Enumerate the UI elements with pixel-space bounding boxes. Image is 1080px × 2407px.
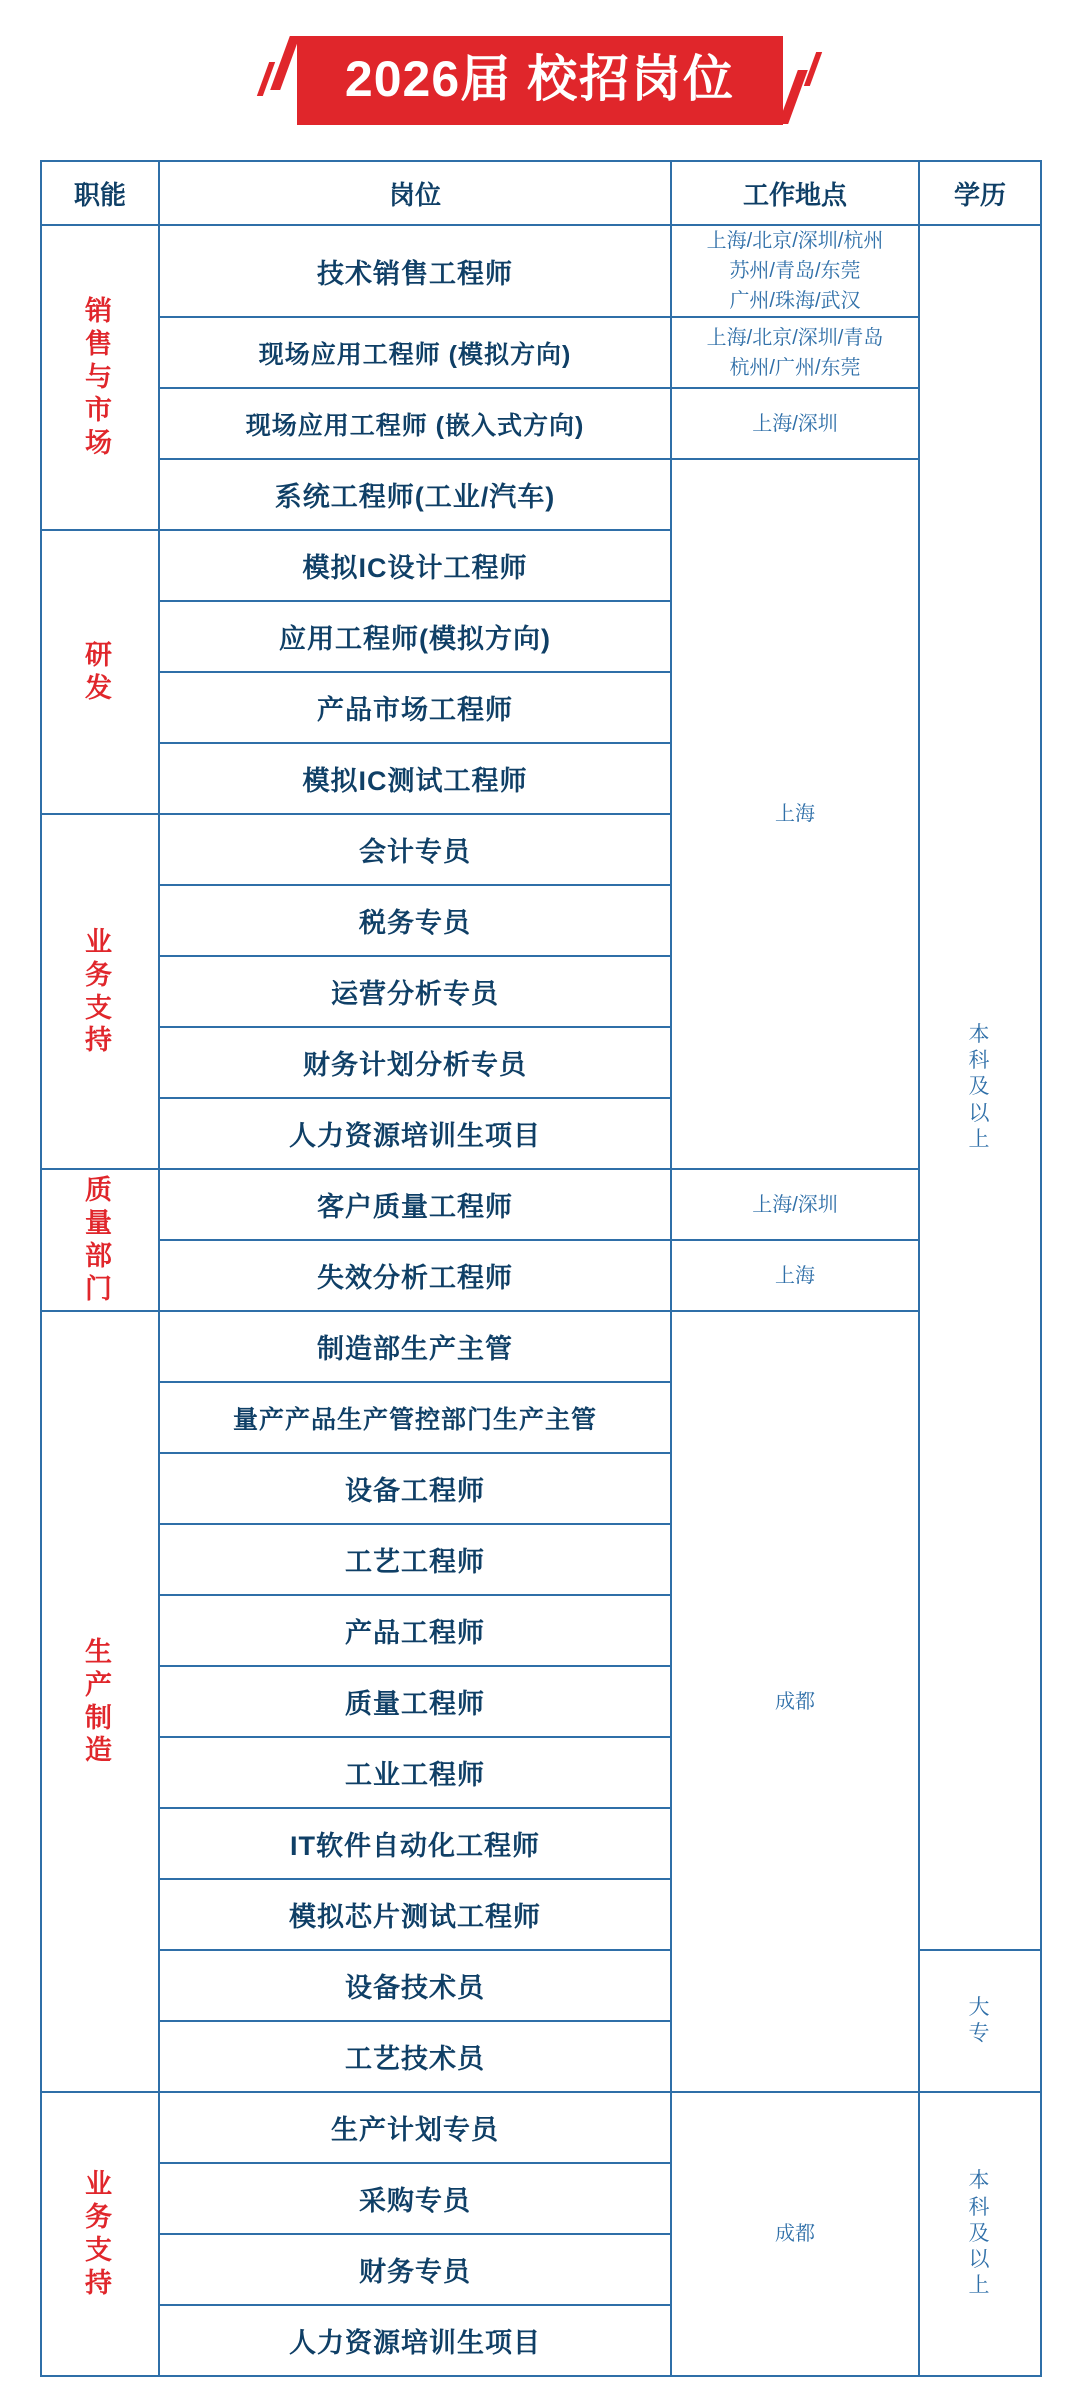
job-cell: 财务计划分析专员 xyxy=(159,1027,671,1098)
table-header-row xyxy=(41,161,1041,225)
function-cell-business-support: 业务支持 xyxy=(41,814,159,1169)
job-cell: 产品市场工程师 xyxy=(159,672,671,743)
table-row xyxy=(41,225,1041,317)
job-cell: 采购专员 xyxy=(159,2163,671,2234)
job-cell: IT软件自动化工程师 xyxy=(159,1808,671,1879)
function-cell-business-support-2: 业务支持 xyxy=(41,2092,159,2376)
table-row xyxy=(41,317,1041,388)
job-cell: 模拟芯片测试工程师 xyxy=(159,1879,671,1950)
job-cell: 客户质量工程师 xyxy=(159,1169,671,1240)
job-cell: 工艺技术员 xyxy=(159,2021,671,2092)
job-cell: 失效分析工程师 xyxy=(159,1240,671,1311)
table-row xyxy=(41,2092,1041,2163)
function-cell-manufacturing: 生产制造 xyxy=(41,1311,159,2092)
job-cell: 应用工程师(模拟方向) xyxy=(159,601,671,672)
location-cell: 上海/深圳 xyxy=(671,388,919,459)
job-cell: 财务专员 xyxy=(159,2234,671,2305)
location-cell-chengdu-merged-2: 成都 xyxy=(671,2092,919,2376)
job-cell: 运营分析专员 xyxy=(159,956,671,1027)
location-cell: 上海/北京/深圳/青岛 杭州/广州/东莞 xyxy=(671,317,919,388)
job-cell: 税务专员 xyxy=(159,885,671,956)
banner xyxy=(0,0,1080,160)
location-cell: 上海/北京/深圳/杭州 苏州/青岛/东莞 广州/珠海/武汉 xyxy=(671,225,919,317)
function-cell-rd: 研发 xyxy=(41,530,159,814)
job-cell: 模拟IC测试工程师 xyxy=(159,743,671,814)
location-cell-shanghai-merged: 上海 xyxy=(671,459,919,1169)
job-cell: 设备技术员 xyxy=(159,1950,671,2021)
education-cell-bachelor-2: 本科及以上 xyxy=(919,2092,1041,2376)
education-cell-college: 大专 xyxy=(919,1950,1041,2092)
table-row xyxy=(41,1311,1041,1382)
decoration-slash-left-small xyxy=(257,62,275,96)
job-cell: 量产产品生产管控部门生产主管 xyxy=(159,1382,671,1453)
job-cell: 生产计划专员 xyxy=(159,2092,671,2163)
banner-year: 2026届 xyxy=(344,50,512,107)
table-row xyxy=(41,459,1041,530)
location-cell: 上海/深圳 xyxy=(671,1169,919,1240)
location-cell: 上海 xyxy=(671,1240,919,1311)
job-cell: 工业工程师 xyxy=(159,1737,671,1808)
job-cell: 设备工程师 xyxy=(159,1453,671,1524)
education-cell-bachelor: 本科及以上 xyxy=(919,225,1041,1950)
table-row xyxy=(41,1169,1041,1240)
job-cell: 人力资源培训生项目 xyxy=(159,1098,671,1169)
column-header-education: 学历 xyxy=(919,161,1041,225)
jobs-table xyxy=(40,160,1042,2377)
function-cell-quality: 质量部门 xyxy=(41,1169,159,1311)
function-cell-sales: 销售与市场 xyxy=(41,225,159,530)
column-header-job: 岗位 xyxy=(159,161,671,225)
job-cell: 模拟IC设计工程师 xyxy=(159,530,671,601)
column-header-function: 职能 xyxy=(41,161,159,225)
job-cell: 系统工程师(工业/汽车) xyxy=(159,459,671,530)
job-cell: 制造部生产主管 xyxy=(159,1311,671,1382)
job-cell: 技术销售工程师 xyxy=(159,225,671,317)
banner-subtitle: 校招岗位 xyxy=(527,50,736,107)
job-cell: 人力资源培训生项目 xyxy=(159,2305,671,2376)
job-cell: 现场应用工程师 (嵌入式方向) xyxy=(159,388,671,459)
jobs-table-container xyxy=(0,160,1080,2407)
job-cell: 现场应用工程师 (模拟方向) xyxy=(159,317,671,388)
column-header-location: 工作地点 xyxy=(671,161,919,225)
decoration-slash-right-small xyxy=(804,52,822,86)
job-cell: 工艺工程师 xyxy=(159,1524,671,1595)
job-cell: 会计专员 xyxy=(159,814,671,885)
job-cell: 产品工程师 xyxy=(159,1595,671,1666)
table-row xyxy=(41,388,1041,459)
job-cell: 质量工程师 xyxy=(159,1666,671,1737)
banner-title xyxy=(297,36,783,125)
location-cell-chengdu-merged: 成都 xyxy=(671,1311,919,2092)
table-row xyxy=(41,1240,1041,1311)
